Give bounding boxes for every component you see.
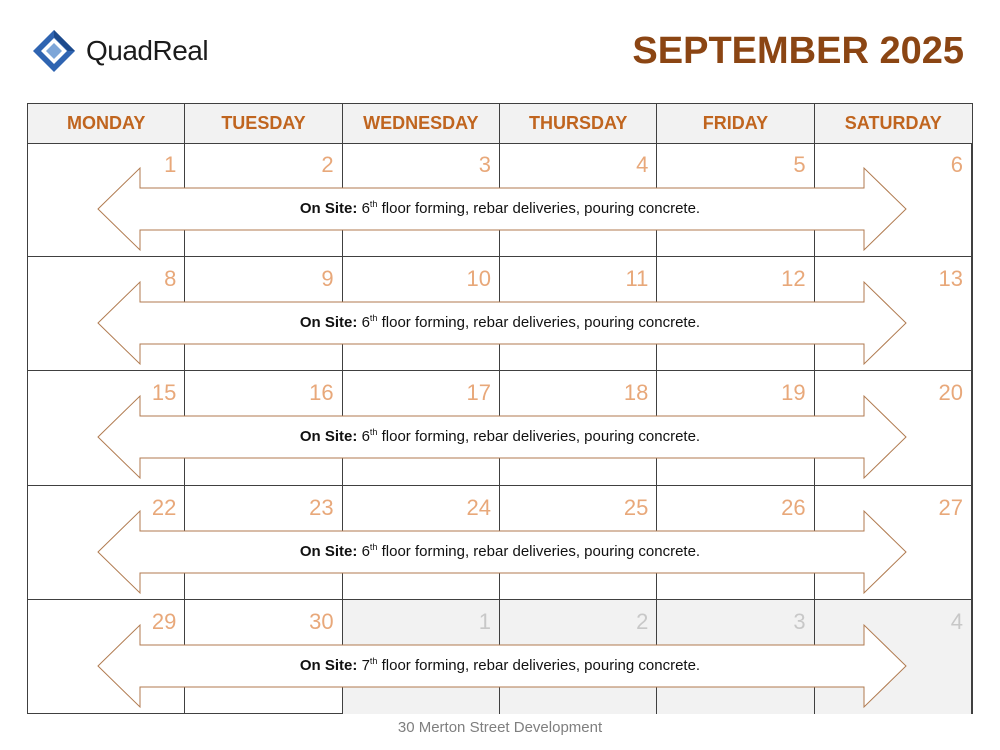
day-number: 10 [466, 266, 491, 292]
note-label: On Site: [299, 200, 358, 217]
day-number: 1 [164, 152, 177, 177]
weekday-header-row [28, 104, 972, 144]
day-number: 19 [781, 380, 806, 406]
day-number: 25 [623, 494, 649, 520]
on-site-note [28, 199, 972, 217]
day-number: 17 [466, 380, 491, 406]
day-number: 2 [636, 608, 649, 634]
note-ordinal-suffix: th [369, 427, 378, 438]
week-row [28, 600, 972, 714]
day-number: 3 [478, 152, 491, 177]
company-logo [14, 10, 236, 92]
note-text: floor forming, rebar deliveries, pouring concrete. [377, 428, 701, 446]
weekday-header-4: FRIDAY [657, 104, 814, 143]
day-number: 4 [636, 152, 649, 177]
week-row [28, 486, 972, 600]
on-site-note [28, 427, 972, 445]
day-number: 26 [781, 494, 806, 520]
note-floor-number: 6 [361, 428, 370, 446]
day-number: 2 [321, 152, 334, 177]
day-number: 4 [950, 608, 963, 634]
calendar-grid [27, 103, 973, 714]
weekday-header-5: SATURDAY [844, 113, 942, 133]
note-label: On Site: [299, 656, 358, 674]
day-number: 12 [781, 266, 806, 292]
note-text: floor forming, rebar deliveries, pouring concrete. [377, 314, 701, 332]
note-label: On Site: [299, 314, 358, 332]
on-site-note [28, 542, 972, 560]
on-site-note [28, 656, 972, 674]
day-number: 9 [321, 266, 334, 292]
note-floor-number: 7 [361, 656, 370, 674]
weekday-header-1: TUESDAY [185, 104, 342, 143]
day-number: 3 [793, 608, 806, 634]
note-ordinal-suffix: th [369, 199, 378, 209]
note-floor-number: 6 [361, 314, 370, 332]
day-number: 18 [623, 380, 649, 406]
note-label: On Site: [299, 542, 358, 560]
day-number: 30 [309, 608, 334, 634]
diamond-logo-icon [32, 29, 76, 73]
note-label: On Site: [299, 428, 358, 446]
note-ordinal-suffix: th [369, 313, 378, 324]
week-row [28, 371, 972, 485]
day-number: 24 [466, 494, 491, 520]
weekday-header-0: MONDAY [28, 104, 185, 143]
note-floor-number: 6 [361, 542, 370, 560]
note-text: floor forming, rebar deliveries, pouring concrete. [377, 542, 701, 560]
day-number: 8 [164, 266, 177, 292]
day-number: 27 [938, 494, 963, 520]
day-number: 15 [151, 380, 177, 406]
day-number: 29 [151, 608, 177, 634]
day-number: 13 [938, 266, 963, 292]
day-number: 22 [151, 494, 177, 520]
day-number: 11 [625, 266, 649, 292]
footer-project-name: 30 Merton Street Development [397, 719, 603, 736]
week-row [28, 257, 972, 371]
day-number: 16 [309, 380, 334, 406]
note-ordinal-suffix: th [369, 541, 378, 552]
on-site-note [28, 313, 972, 331]
week-row [28, 143, 972, 257]
weekday-header-2: WEDNESDAY [343, 104, 500, 143]
note-text: floor forming, rebar deliveries, pouring concrete. [377, 200, 701, 217]
day-number: 6 [950, 152, 963, 177]
note-text: floor forming, rebar deliveries, pouring concrete. [377, 656, 701, 674]
weekday-header-3: THURSDAY [500, 104, 657, 143]
day-number: 1 [478, 608, 491, 634]
day-number: 20 [938, 380, 963, 406]
day-number: 5 [793, 152, 806, 177]
note-floor-number: 6 [361, 200, 370, 217]
note-ordinal-suffix: th [369, 655, 378, 666]
brand-name: QuadReal [86, 35, 209, 66]
day-number: 23 [309, 494, 334, 520]
page-title: SEPTEMBER 2025 [632, 30, 964, 72]
